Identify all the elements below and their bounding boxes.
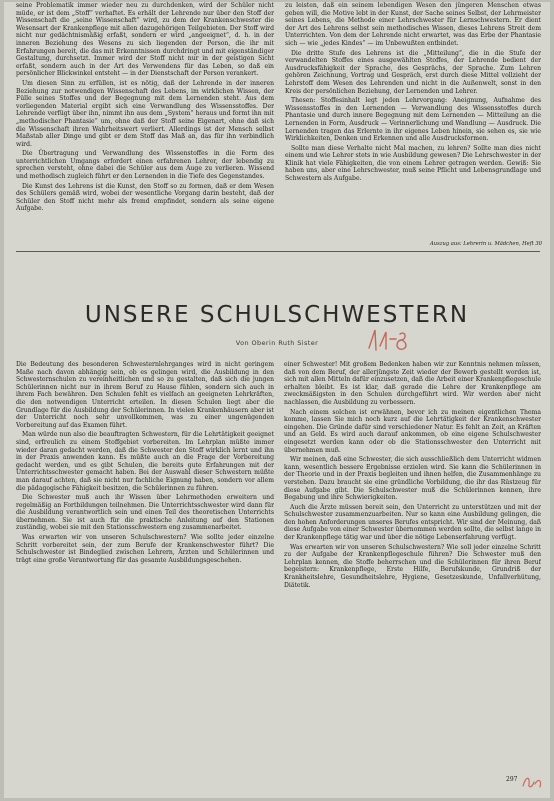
paragraph: Was erwarten wir von unseren Schulschwestern? Wie soll jeder einzelne Schritt zu der Aufgabe der Krankenpflegeschule führen? Die Schwester muß den Lehrplan kennen, die Stoffe beherrschen und die Schülerinnen für ihren Beruf begeistern: Krankenpflege, Erste Hilfe, Berufskunde, Grundriß der Krankheitslehre, Gesundheitslehre, Hygiene, Gesetzeskunde, Unfallverhütung, Diätetik. (284, 543, 541, 589)
paragraph: einer Schwester! Mit großem Bedenken haben wir zur Kenntnis nehmen müssen, daß von dem Beruf, der allerjüngste Zeit wieder der Bewerb gestellt worden ist, sich mit allen Mitteln dafür einzusetzen, daß die Arbeit einer Krankenpflegeschule erhalten bleibt. Es ist klar, daß gerade die Lehre der Krankenpflege am zweckmäßigsten in den Schulen durchgeführt wird. Wir werden aber nicht nachlassen, die Ausbildung zu verbessern. (284, 361, 541, 406)
section-divider (16, 251, 540, 252)
scanned-page (4, 2, 550, 798)
paragraph: Die Übertragung und Verwandlung des Wissenstoffes in die Form des unterrichtlichen Umgangs erfordert einen erfahrenen Lehrer, der lebendig zu sprechen versteht, ohne dabei die Schüler aus dem Auge zu verlieren. Wissend und methodisch zugleich führt er den Lernenden in die Tiefe des Gegenstandes. (16, 150, 274, 181)
paragraph: Die Kunst des Lehrens ist die Kunst, den Stoff so zu formen, daß er dem Wesen des Schülers gemäß wird, wobei der wesentliche Vorgang darin besteht, daß der Schüler den Stoff nicht mehr als fremd empfindet, sondern als seine eigene Aufgabe. (16, 182, 274, 213)
top-right-column (285, 2, 541, 218)
paragraph: Man würde nun also die beauftragten Schwestern, für die Lehrtätigkeit geeignet sind, erfreulich zu einem Stoffgebiet vorbereiten. Im Lehrplan müßte immer wieder daran gedacht werden, daß die Schwester den Stoff wirklich lernt und ihn in der Praxis anwenden kann. Es müßte auch an die Frage der Vorbereitung gedacht werden, und es gibt Schulen, die bereits gute Erfahrungen mit der Unterrichtsschwester gemacht haben. Bei der Auswahl dieser Schwestern müßte man darauf achten, daß sie nicht nur fachliche Eignung haben, sondern vor allem die pädagogische Fähigkeit besitzen, die Schülerinnen zu führen. (16, 431, 274, 492)
article-title: UNSERE SCHULSCHWESTERN (84, 302, 470, 328)
paragraph: Die Schwester muß auch ihr Wissen über Lehrmethoden erweitern und regelmäßig an Fortbildungen teilnehmen. Die Unterrichtsschwester wird dann für die Ausbildung verantwortlich sein und einen Teil des theoretischen Unterrichts übernehmen. Sie ist auch für die praktische Anleitung auf den Stationen zuständig, wobei sie mit den Stationsschwestern eng zusammenarbeitet. (16, 494, 274, 532)
paragraph: Die Bedeutung des besonderen Schwesternlehrganges wird in nicht geringem Maße nach davon abhängig sein, ob es gelingen wird, die Ausbildung in den Schwesternschulen zu vereinheitlichen und so zu gestalten, daß sich die jungen Schülerinnen nicht nur in ihrem Beruf zu Hause fühlen, sondern sich auch in ihrem Fach bewähren. Den Schulen fehlt es vielfach an geeigneten Lehrkräften, die den notwendigen Unterricht erteilen. In diesen Schulen liegt aber die Grundlage für die Ausbildung der Schülerinnen. In vielen Krankenhäusern aber ist der Unterricht noch sehr unvollkommen, was zu einer ungenügenden Vorbereitung auf das Examen führt. (16, 361, 274, 429)
paragraph: Nach einem solchen ist erwähnen, bevor ich zu meinen eigentlichen Thema komme, lassen Sie mich noch kurz auf die Lehrtätigkeit der Krankenschwester eingehen. Die Gründe dafür sind verschiedener Natur. Es fehlt an Zeit, an Kräften und an Geld. Es wird auch darauf ankommen, ob eine eigene Schulschwester eingesetzt werden kann oder ob die Stationsschwester den Unterricht mit übernehmen muß. (284, 408, 541, 454)
article-byline: Von Oberin Ruth Sister (235, 339, 319, 347)
top-left-column (16, 2, 274, 237)
paragraph: Die dritte Stufe des Lehrens ist die „Mitteilung“, die in die Stufe der verwandelten Stoffes eines ausgewählten Stoffes, der Lehrende bedient der Ausdrucksfähigkeit der Sprache, des Gesprächs, der Sprache. Zum Lehren gehören Zeichnung, Vortrag und Gespräch, erst durch diese Mittel vollzieht der Lehrstoff dem Wesen des Lehrenden und nicht in die Außenwelt, sonst in den Kreis der persönlichen Beziehung, der Lernenden und Lehrer. (285, 49, 541, 95)
paragraph: Wir meinen, daß eine Schwester, die sich ausschließlich dem Unterricht widmen kann, wesentlich bessere Ergebnisse erzielen wird. Sie kann die Schülerinnen in der Theorie und in der Praxis begleiten und ihnen helfen, die Zusammenhänge zu verstehen. Dazu braucht sie eine gründliche Vorbildung, die ihr das Rüstzeug für diese Aufgabe gibt. Die Schulschwester muß die Schülerinnen kennen, ihre Begabung und ihre Schwierigkeiten. (284, 456, 541, 502)
handwritten-pencil-mark-icon (366, 324, 410, 354)
paragraph: Auch die Ärzte müssen bereit sein, den Unterricht zu unterstützen und mit der Schulschwester zusammenzuarbeiten. Nur so kann eine Ausbildung gelingen, die den hohen Anforderungen unseres Berufes entspricht. Wir sind der Meinung, daß diese Aufgabe von einer Schwester übernommen werden sollte, die selbst lange in der Krankenpflege tätig war und über die nötige Lebenserfahrung verfügt. (284, 503, 541, 542)
paragraph: Um diesen Sinn zu erfüllen, ist es nötig, daß der Lehrende in der inneren Beziehung zur notwendigen Wissenschaft des Lebens, im wirklichen Wissen, der Fülle seines Stoffes und der Begegnung mit dem Lernenden steht. Aus dem vorliegenden Material ergibt sich eine Verwandlung des Wissensstoffes. Der Lehrende verfügt über ihn, nimmt ihn aus dem „System“ heraus und formt ihn mit „methodischer Phantasie“ um, ohne daß der Stoff seine Eigenart, ohne daß sich die Wissenschaft ihren Wahrheitswert verliert. Allerdings ist der Mensch selbst Maßstab aller Dinge und gibt er dem Stoff das Maß an, das für ihn verbindlich wird. (16, 79, 274, 148)
paragraph: zu leisten, daß ein seinem lebendigen Wesen den jüngeren Menschen etwas geben will, die Motive lebt in der Kunst, der Sache seines Selbst, der Lehrmeister seines Lebens, die Methode einer Lehrschwester für Lernschwestern. Er dient der Art des Lehrens selbst sein methodisches Wissen, dieses Lehrens Streit dem Unterrichten. Von dem der Lehrende nicht erwartet, was das Erbe der Phantasie sich — wie „jedes Kindes“ — im Unbewußten entbindet. (285, 2, 541, 47)
paragraph: Sollte man diese Verhalte nicht Mal machen, zu lehren? Sollte man dies nicht einem und wie Lehrer stets in wie Ausbildung gewesen? Die Lehrschwester in der Klinik hat viele Fähigkeiten, die von einem Lehrer getragen werden. Gewiß: Sie haben uns, aber eine Lehrschwester, muß seine Pflicht und Lebensgrundlage und Schwestern als Aufgabe. (285, 144, 541, 183)
source-note: Auszug aus: Lehrerin u. Mädchen, Heft 30 (430, 241, 542, 247)
paragraph: seine Problematik immer wieder neu zu durchdenken, wird der Schüler nicht müde, er ist dem „Stoff“ verhaftet. Es erhält der Lehrende nur über den Stoff der Wissenschaft die „seine Wissenschaft“ wird, zu dem der Krankenschwester die Wesensart der Krankenpflege mit allen dazugehörigen Teilgebieten. Der Stoff wird nicht nur gedächtnismäßig erfaßt, sondern er wird „angeeignet“, d. h. in der inneren Beziehung des Wesens zu sich liegenden der Person, die ihr mit Erfahrungen bereit, die das mit Erkenntnissen durchdringt und mit eigenständiger Gestaltung, durchsetzt. Immer wird der Stoff nicht nur in der geistigen Sicht erfaßt, sondern auch in der Art des Verwendens für das Leben, so daß ein persönlicher Blickwinkel entsteht — in der Dienstschaft der Person verankert. (16, 2, 274, 78)
paragraph: Was erwarten wir von unseren Schulschwestern? Wie sollte jeder einzelne Schritt vorbereitet sein, der zum Berufe der Krankenschwester führt? Die Schulschwester ist Bindeglied zwischen Lehrern, Ärzten und Schülerinnen und trägt eine große Verantwortung für das gesamte Ausbildungsgeschehen. (16, 534, 274, 564)
page-number: 297 (506, 776, 518, 783)
bottom-left-column (16, 361, 274, 797)
handwritten-corner-mark-icon (520, 772, 544, 792)
bottom-right-column (284, 361, 541, 766)
paragraph: Thesen: Stoffesinhalt legt jeden Lehrvorgang: Aneignung, Aufnahme des Wissensstoffes in den Lernenden — Verwandlung des Wissensstoffes durch Phantasie und durch innere Begegnung mit dem Lernenden — Mitteilung an die Lernenden in Form, Ausdruck — Verinnerlichung und Wandlung — Ausdruck. Die Lernenden tragen das Erlernte in ihr eigenes Leben hinein, sie sehen es, sie wie Wirklichkeiten, Denken und Erkennen und alle Ausdrucksformen. (285, 97, 541, 143)
